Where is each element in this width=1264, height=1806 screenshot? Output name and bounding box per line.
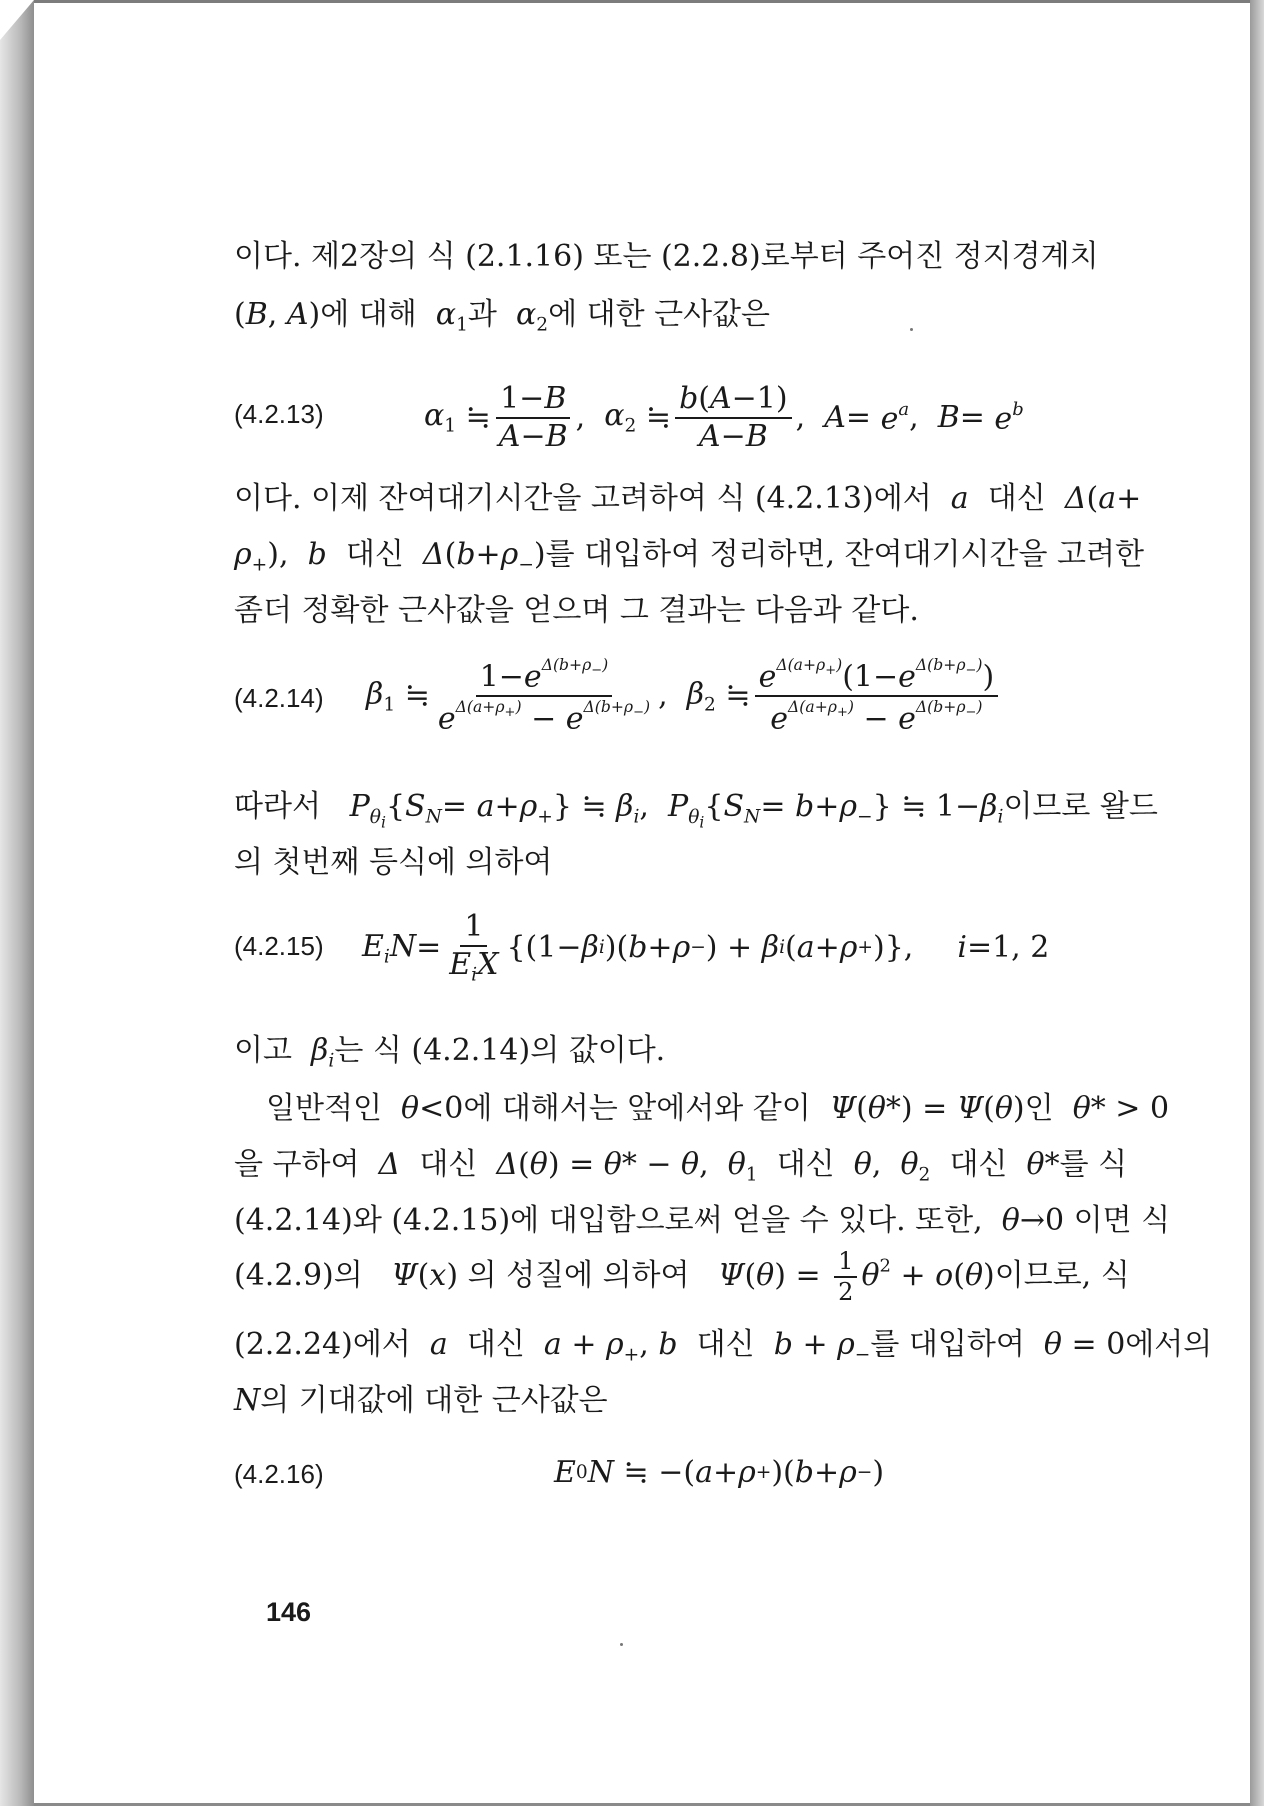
page-number: 146 xyxy=(266,1597,312,1627)
math: θ* > 0 xyxy=(1072,1091,1170,1126)
math: Ψ(θ*) = Ψ(θ) xyxy=(829,1091,1025,1126)
text-fragment: 대신 xyxy=(696,1327,755,1362)
text-fragment: (2.2.24)에서 xyxy=(234,1327,411,1362)
math: θ xyxy=(391,1091,420,1126)
text-fragment: 인 xyxy=(1024,1091,1054,1126)
text-line xyxy=(234,1195,1171,1239)
text-fragment: 이므로, 식 xyxy=(994,1258,1130,1294)
text-fragment: 에 대해 xyxy=(320,297,417,332)
text-fragment: 이면 식 xyxy=(1073,1203,1171,1238)
text-fragment: 에 대해서는 앞에서와 같이 xyxy=(463,1091,811,1126)
math: $\rho_+$ xyxy=(234,537,268,576)
equation-4-2-15 xyxy=(234,911,1149,991)
text-line xyxy=(234,1319,1213,1366)
math: θ, $\theta_2$ xyxy=(853,1147,931,1186)
math: $P_{\theta_i}\{S_N= a+\rho_+\}$ ≒ $\beta_i$, $P_{\theta_i}\{S_N= b+\rho_-\}$ ≒ $1-\beta_i$ xyxy=(349,789,1004,832)
math: a xyxy=(420,1327,458,1362)
equation-number: (4.2.16) xyxy=(234,1459,324,1489)
equation-4-2-13 xyxy=(234,383,1149,463)
math: θ→0 xyxy=(1001,1203,1065,1238)
math: $a + \rho_+$, b xyxy=(543,1327,678,1366)
text-fragment: 을 구하여 xyxy=(234,1147,360,1182)
text-fragment: 대신 xyxy=(419,1147,478,1182)
math: Δ(a+ xyxy=(1064,481,1142,516)
text-fragment: 과 xyxy=(467,297,497,332)
equation-number: (4.2.15) xyxy=(234,931,324,961)
math: N xyxy=(234,1383,261,1418)
text-line xyxy=(234,231,1149,275)
book-edge-left xyxy=(0,0,34,1806)
text-fragment: 이다. 제2장의 식 (2.1.16) 또는 (2.2.8)로부터 주어진 정지경계치 xyxy=(234,239,1099,274)
text-fragment: 대신 xyxy=(949,1147,1008,1182)
text-line xyxy=(234,1375,1149,1419)
math: $\alpha_1$ xyxy=(426,297,468,336)
equation-body: $E_iN$ = $\frac{1}{E_iX}$ {(1− β i )( b + ρ − ) + β i ( a + ρ + )}, i =1, 2 xyxy=(362,909,1050,985)
text-line xyxy=(234,781,1158,832)
math: Ψ(θ) = $\frac{1}{2}$ $\theta^2 + o(\theta)$ xyxy=(718,1247,995,1307)
text-line xyxy=(234,585,1149,629)
math: Δ(θ) = θ* − θ, $\theta_1$ xyxy=(496,1147,758,1186)
text-line xyxy=(234,473,1149,517)
speck xyxy=(910,328,913,331)
math: Δ xyxy=(369,1147,410,1182)
math: $b + \rho_-$ xyxy=(773,1327,871,1366)
text-fragment: 의 성질에 의하여 xyxy=(467,1258,690,1294)
math: a xyxy=(941,481,979,516)
text-fragment: 좀더 정확한 근사값을 얻으며 그 결과는 다음과 같다. xyxy=(234,593,919,628)
text-fragment: 이다. 이제 잔여대기시간을 고려하여 식 (4.2.13)에서 xyxy=(234,481,932,516)
text-fragment: (4.2.14)와 (4.2.15)에 대입함으로써 얻을 수 있다. 또한, xyxy=(234,1203,983,1238)
text-line xyxy=(234,1139,1149,1186)
math: (B, A) xyxy=(234,297,321,332)
math: <0 xyxy=(419,1091,464,1126)
book-page xyxy=(34,3,1250,1803)
text-fragment: 를 대입하여 xyxy=(870,1327,1025,1362)
math: $\Delta(b+\rho_-)$ xyxy=(422,537,546,576)
text-fragment: 의 첫번째 등식에 의하여 xyxy=(234,845,553,880)
equation-body: E 0 N ≒ −( a + ρ + )( b + ρ − ) xyxy=(554,1455,885,1490)
text-fragment: ), xyxy=(267,537,289,572)
text-line xyxy=(234,1025,1149,1072)
math: $\beta_i$ xyxy=(301,1033,335,1072)
equation-4-2-14 xyxy=(234,651,1149,741)
text-fragment: 대신 xyxy=(776,1147,835,1182)
text-fragment: 일반적인 xyxy=(266,1091,382,1126)
math: θ = 0 xyxy=(1043,1327,1126,1362)
text-fragment: 대신 xyxy=(345,537,404,572)
text-fragment: 에 대한 근사값은 xyxy=(548,297,771,332)
book-edge-right xyxy=(1250,0,1264,1806)
text-fragment: 이고 xyxy=(234,1033,292,1068)
equation-number: (4.2.13) xyxy=(234,399,324,429)
math: $\alpha_2$ xyxy=(506,297,549,336)
text-fragment: 이므로 왈드 xyxy=(1003,789,1158,824)
math: Ψ(x) xyxy=(391,1258,459,1294)
text-line xyxy=(234,1249,1149,1305)
text-line xyxy=(234,837,1149,881)
text-fragment: 는 식 (4.2.14)의 값이다. xyxy=(334,1033,666,1068)
equation-body: $\alpha_1$ ≒ $\frac{1-B}{A-B}$ , $\alpha_2$ ≒ $\frac{b(A-1)}{A-B}$ , A = $e^a$ , B = $e^b$ xyxy=(424,381,1024,454)
text-line xyxy=(234,289,1149,336)
text-fragment: 에서의 xyxy=(1125,1327,1213,1362)
text-fragment: 의 기대값에 대한 근사값은 xyxy=(260,1383,608,1418)
math: θ* xyxy=(1026,1147,1060,1182)
equation-4-2-16 xyxy=(234,1455,1149,1505)
text-fragment: 따라서 xyxy=(234,789,321,824)
text-fragment: 를 식 xyxy=(1059,1147,1128,1182)
text-fragment: 대신 xyxy=(466,1327,525,1362)
equation-number: (4.2.14) xyxy=(234,683,324,713)
text-fragment: 대신 xyxy=(987,481,1046,516)
text-line xyxy=(234,529,1149,576)
math: b xyxy=(298,537,337,572)
speck xyxy=(620,1643,623,1646)
text-fragment: (4.2.9)의 xyxy=(234,1258,363,1294)
text-line xyxy=(266,1083,1170,1127)
equation-body: $\beta_1$ ≒ $\frac{1-e^{\Delta(b+\rho_-)}}{e^{\Delta(a+\rho_+)} - e^{\Delta(b+\rho_-)}}$ , $\beta_2$ ≒ $\frac{e^{\Delta(a+\rho_+)}(1-e^{\Delta(b+\rho_-)})}{e^{\Delta(a+\rho_+)} - e^{\Delta(b+\rho_-)}}$ xyxy=(366,657,1002,735)
text-fragment: 를 대입하여 정리하면, 잔여대기시간을 고려한 xyxy=(545,537,1144,572)
